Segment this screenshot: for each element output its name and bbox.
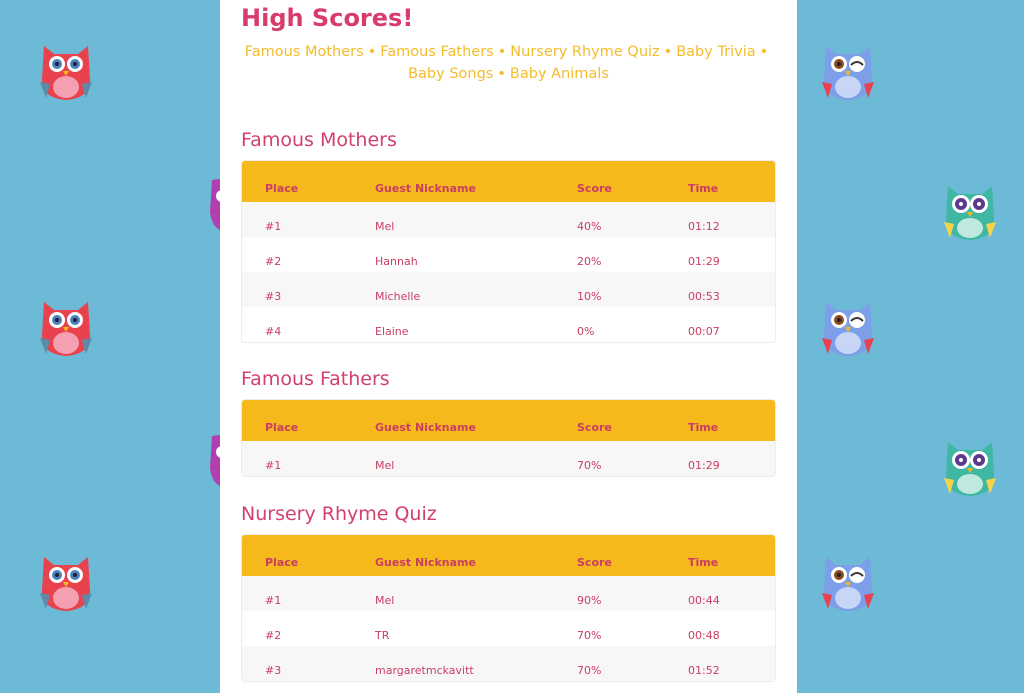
column-header-place: Place <box>265 420 299 434</box>
time-cell: 01:29 <box>688 254 720 268</box>
blue-owl-icon <box>820 551 876 615</box>
nickname-cell: margaretmckavitt <box>375 663 474 677</box>
place-cell: #1 <box>265 593 282 607</box>
table-row <box>242 611 775 646</box>
table-header <box>242 535 775 576</box>
section-title: Famous Mothers <box>241 129 397 151</box>
content-panel <box>220 0 797 693</box>
time-cell: 00:48 <box>688 628 720 642</box>
nav-separator: • <box>663 44 673 60</box>
column-header-nickname: Guest Nickname <box>375 555 476 569</box>
place-cell: #1 <box>265 458 282 472</box>
score-cell: 90% <box>577 593 602 607</box>
place-cell: #1 <box>265 219 282 233</box>
time-cell: 01:52 <box>688 663 720 677</box>
nickname-cell: TR <box>375 628 390 642</box>
table-row <box>242 202 775 237</box>
table-header <box>242 161 775 202</box>
column-header-time: Time <box>688 420 719 434</box>
section-title: Nursery Rhyme Quiz <box>241 503 437 525</box>
score-cell: 20% <box>577 254 602 268</box>
column-header-time: Time <box>688 181 719 195</box>
table-row <box>242 646 775 681</box>
nav-link-famous-fathers[interactable]: Famous Fathers <box>380 44 494 60</box>
nav-link-nursery-rhyme-quiz[interactable]: Nursery Rhyme Quiz <box>510 44 660 60</box>
column-header-score: Score <box>577 420 612 434</box>
score-cell: 0% <box>577 324 595 338</box>
scores-table <box>241 160 776 343</box>
column-header-nickname: Guest Nickname <box>375 420 476 434</box>
game-nav <box>220 41 797 85</box>
nickname-cell: Elaine <box>375 324 409 338</box>
nav-separator: • <box>367 44 377 60</box>
score-cell: 40% <box>577 219 602 233</box>
column-header-time: Time <box>688 555 719 569</box>
nav-link-baby-trivia[interactable]: Baby Trivia <box>676 44 756 60</box>
table-row <box>242 272 775 307</box>
nav-separator: • <box>759 44 769 60</box>
score-cell: 70% <box>577 458 602 472</box>
score-cell: 70% <box>577 663 602 677</box>
red-owl-icon <box>38 296 94 360</box>
nickname-cell: Mel <box>375 458 395 472</box>
nav-link-baby-animals[interactable]: Baby Animals <box>509 66 609 82</box>
blue-owl-icon <box>820 296 876 360</box>
nav-link-baby-songs[interactable]: Baby Songs <box>408 66 494 82</box>
column-header-place: Place <box>265 555 299 569</box>
nav-separator: • <box>497 44 507 60</box>
nickname-cell: Hannah <box>375 254 418 268</box>
teal-owl-icon <box>942 180 998 244</box>
place-cell: #3 <box>265 663 282 677</box>
score-cell: 10% <box>577 289 602 303</box>
time-cell: 01:29 <box>688 458 720 472</box>
column-header-nickname: Guest Nickname <box>375 181 476 195</box>
column-header-score: Score <box>577 555 612 569</box>
column-header-score: Score <box>577 181 612 195</box>
nickname-cell: Mel <box>375 593 395 607</box>
red-owl-icon <box>38 551 94 615</box>
teal-owl-icon <box>942 436 998 500</box>
place-cell: #2 <box>265 628 282 642</box>
scores-table <box>241 399 776 477</box>
nickname-cell: Mel <box>375 219 395 233</box>
red-owl-icon <box>38 40 94 104</box>
place-cell: #2 <box>265 254 282 268</box>
nav-separator: • <box>497 66 506 82</box>
page-title: High Scores! <box>241 4 414 32</box>
table-header <box>242 400 775 441</box>
time-cell: 01:12 <box>688 219 720 233</box>
table-row <box>242 576 775 611</box>
table-row <box>242 237 775 272</box>
score-cell: 70% <box>577 628 602 642</box>
time-cell: 00:44 <box>688 593 720 607</box>
table-row <box>242 441 775 476</box>
table-row <box>242 307 775 342</box>
column-header-place: Place <box>265 181 299 195</box>
time-cell: 00:53 <box>688 289 720 303</box>
blue-owl-icon <box>820 40 876 104</box>
section-title: Famous Fathers <box>241 368 390 390</box>
time-cell: 00:07 <box>688 324 720 338</box>
place-cell: #4 <box>265 324 282 338</box>
nickname-cell: Michelle <box>375 289 421 303</box>
place-cell: #3 <box>265 289 282 303</box>
scores-table <box>241 534 776 682</box>
nav-link-famous-mothers[interactable]: Famous Mothers <box>244 44 364 60</box>
